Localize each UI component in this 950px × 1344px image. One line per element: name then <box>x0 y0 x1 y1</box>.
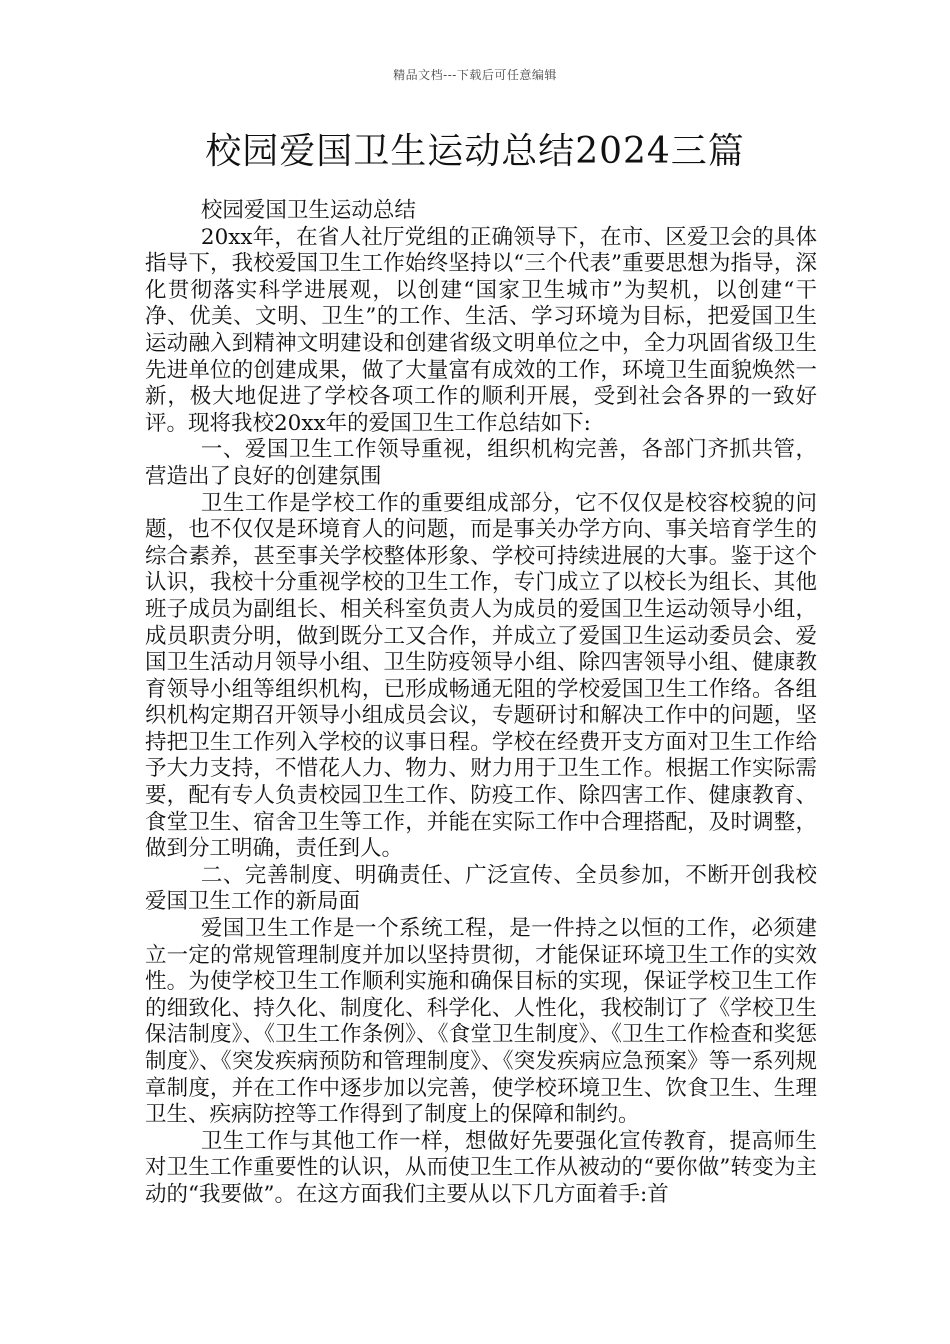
section-heading: 一、爱国卫生工作领导重视，组织机构完善，各部门齐抓共管，营造出了良好的创建氛围 <box>145 437 817 489</box>
header-note: 精品文档---下载后可任意编辑 <box>393 68 557 82</box>
body-paragraph: 卫生工作是学校工作的重要组成部分，它不仅仅是校容校貌的问题，也不仅仅是环境育人的问题，而是事关办学方向、事关培育学生的综合素养，甚至事关学校整体形象、学校可持续进展的大事。鉴于这个认识，我校十分重视学校的卫生工作，专门成立了以校长为组长、其他班子成员为副组长、相关科室负责人为成员的爱国卫生运动领导小组，成员职责分明，做到既分工又合作，并成立了爱国卫生运动委员会、爱国卫生活动月领导小组、卫生防疫领导小组、除四害领导小组、健康教育领导小组等组织机构，已形成畅通无阻的学校爱国卫生工作络。各组织机构定期召开领导小组成员会议，专题研讨和解决工作中的问题，坚持把卫生工作列入学校的议事日程。学校在经费开支方面对卫生工作给予大力支持，不惜花人力、物力、财力用于卫生工作。根据工作实际需要，配有专人负责校园卫生工作、防疫工作、除四害工作、健康教育、食堂卫生、宿舍卫生等工作，并能在实际工作中合理搭配，及时调整，做到分工明确，责任到人。 <box>145 490 817 862</box>
body-paragraph: 爱国卫生工作是一个系统工程，是一件持之以恒的工作，必须建立一定的常规管理制度并加以坚持贯彻，才能保证环境卫生工作的实效性。为使学校卫生工作顺利实施和确保目标的实现，保证学校卫生工作的细致化、持久化、制度化、科学化、人性化，我校制订了《学校卫生保洁制度》、《卫生工作条例》、《食堂卫生制度》、《卫生工作检查和奖惩制度》、《突发疾病预防和管理制度》、《突发疾病应急预案》等一系列规章制度，并在工作中逐步加以完善，使学校环境卫生、饮食卫生、生理卫生、疾病防控等工作得到了制度上的保障和制约。 <box>145 916 817 1128</box>
document-body <box>145 198 817 1209</box>
document-title: 校园爱国卫生运动总结2024三篇 <box>205 131 745 172</box>
section-subtitle: 校园爱国卫生运动总结 <box>200 198 416 223</box>
body-paragraph: 20xx年，在省人社厅党组的正确领导下，在市、区爱卫会的具体指导下，我校爱国卫生工作始终坚持以“三个代表”重要思想为指导，深化贯彻落实科学进展观，以创建“国家卫生城市”为契机，以创建“干净、优美、文明、卫生”的工作、生活、学习环境为目标，把爱国卫生运动融入到精神文明建设和创建省级文明单位之中，全力巩固省级卫生先进单位的创建成果，做了大量富有成效的工作，环境卫生面貌焕然一新，极大地促进了学校各项工作的顺利开展，受到社会各界的一致好评。现将我校20xx年的爱国卫生工作总结如下: <box>145 224 817 436</box>
body-paragraph: 卫生工作与其他工作一样，想做好先要强化宣传教育，提高师生对卫生工作重要性的认识，从而使卫生工作从被动的“要你做”转变为主动的“我要做”。在这方面我们主要从以下几方面着手:首 <box>145 1128 817 1207</box>
section-heading: 二、完善制度、明确责任、广泛宣传、全员参加，不断开创我校爱国卫生工作的新局面 <box>145 862 817 915</box>
